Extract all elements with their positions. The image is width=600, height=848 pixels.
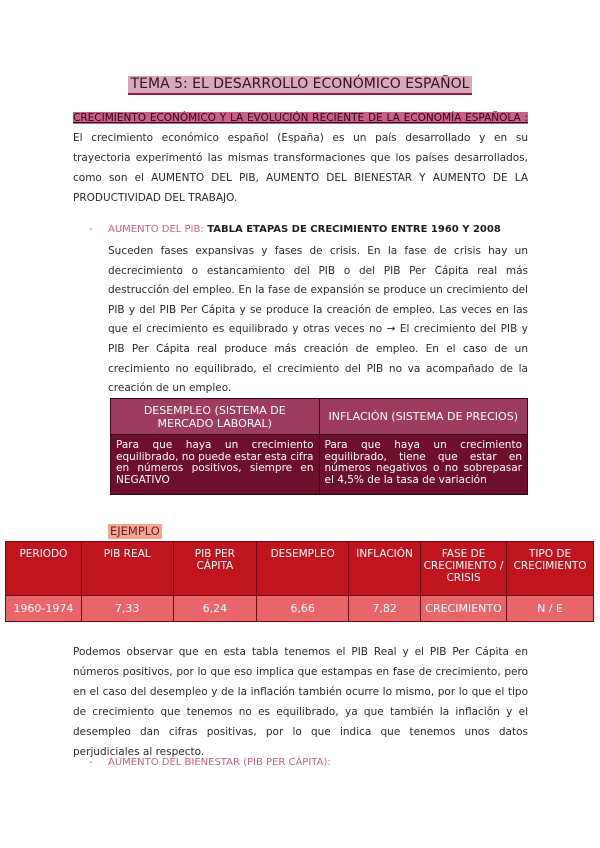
table-cell: 6,66 xyxy=(257,596,349,622)
table-header-row xyxy=(111,399,528,435)
table-cell: Para que haya un crecimiento equilibrado, no puede estar esta cifra en números positivos, siempre en NEGATIVO xyxy=(111,435,320,495)
table-header-cell: PERIODO xyxy=(6,542,82,596)
table-cell: Para que haya un crecimiento equilibrado, tiene que estar en números negativos o no sobrepasar el 4,5% de la tasa de variación xyxy=(319,435,528,495)
table-cell: CRECIMIENTO xyxy=(421,596,507,622)
table-header-cell: INFLACIÓN xyxy=(349,542,421,596)
page-title-wrapper xyxy=(0,73,600,95)
table-row xyxy=(111,435,528,495)
analysis-paragraph: Podemos observar que en esta tabla tenemos el PIB Real y el PIB Per Cápita en números positivos, por lo que eso implica que estampas en fase de crecimiento, pero en el caso del desempleo y de la inflación también ocurre lo mismo, por lo que el tipo de crecimiento que tenemos no es equilibrado, ya que también la inflación y el desempleo dan cifras positivas, por lo que indica que tenemos unos datos perjudiciales al respecto. xyxy=(73,646,528,758)
table-cell: 1960-1974 xyxy=(6,596,82,622)
table-header-cell: PIB REAL xyxy=(81,542,173,596)
example-table xyxy=(5,541,594,622)
table-header-row xyxy=(6,542,594,596)
table-header-cell: DESEMPLEO xyxy=(257,542,349,596)
growth-conditions-table xyxy=(110,398,528,495)
table-header-cell: FASE DE CRECIMIENTO / CRISIS xyxy=(421,542,507,596)
intro-heading: CRECIMIENTO ECONÓMICO Y LA EVOLUCIÓN RECIENTE DE LA ECONOMÍA ESPAÑOLA : xyxy=(73,112,528,124)
table-header-cell: INFLACIÓN (SISTEMA DE PRECIOS) xyxy=(319,399,528,435)
table-header-cell: DESEMPLEO (SISTEMA DE MERCADO LABORAL) xyxy=(111,399,320,435)
page-title: TEMA 5: EL DESARROLLO ECONÓMICO ESPAÑOL xyxy=(128,76,473,95)
section-pib-label: AUMENTO DEL PIB: xyxy=(108,224,204,235)
table-header-cell: TIPO DE CRECIMIENTO xyxy=(507,542,594,596)
bullet-dash: - xyxy=(89,224,93,235)
table-row xyxy=(6,596,594,622)
table-cell: N / E xyxy=(507,596,594,622)
table-cell: 6,24 xyxy=(173,596,257,622)
section-pib-subtitle: TABLA ETAPAS DE CRECIMIENTO ENTRE 1960 Y 2008 xyxy=(203,224,501,235)
intro-text: El crecimiento económico español (España) es un país desarrollado y en su trayectoria experimentó las mismas transformaciones que los países desarrollados, como son el AUMENTO DEL PIB, AUMENTO DEL BIENESTAR Y AUMENTO DE LA PRODUCTIVIDAD DEL TRABAJO. xyxy=(73,132,528,204)
section-pib-heading xyxy=(108,224,501,235)
table-cell: 7,82 xyxy=(349,596,421,622)
section-bienestar-heading: AUMENTO DEL BIENESTAR (PIB PER CÁPITA): xyxy=(108,757,331,768)
intro-paragraph xyxy=(73,108,528,208)
table-header-cell: PIB PER CÁPITA xyxy=(173,542,257,596)
example-label: EJEMPLO xyxy=(110,524,160,538)
bullet-dash: - xyxy=(89,757,93,768)
table-cell: 7,33 xyxy=(81,596,173,622)
section-pib-paragraph: Suceden fases expansivas y fases de crisis. En la fase de crisis hay un decrecimiento o estancamiento del PIB o del PIB Per Cápita real más destrucción del empleo. En la fase de expansión se produce un crecimiento del PIB y del PIB Per Cápita y se produce la creación de empleo. Las veces en las que el crecimiento es equilibrado y otras veces no → El crecimiento del PIB y PIB Per Cápita real produce más creación de empleo. En el caso de un crecimiento no equilibrado, el crecimiento del PIB no va acompañado de la creación de un empleo. xyxy=(108,245,528,395)
